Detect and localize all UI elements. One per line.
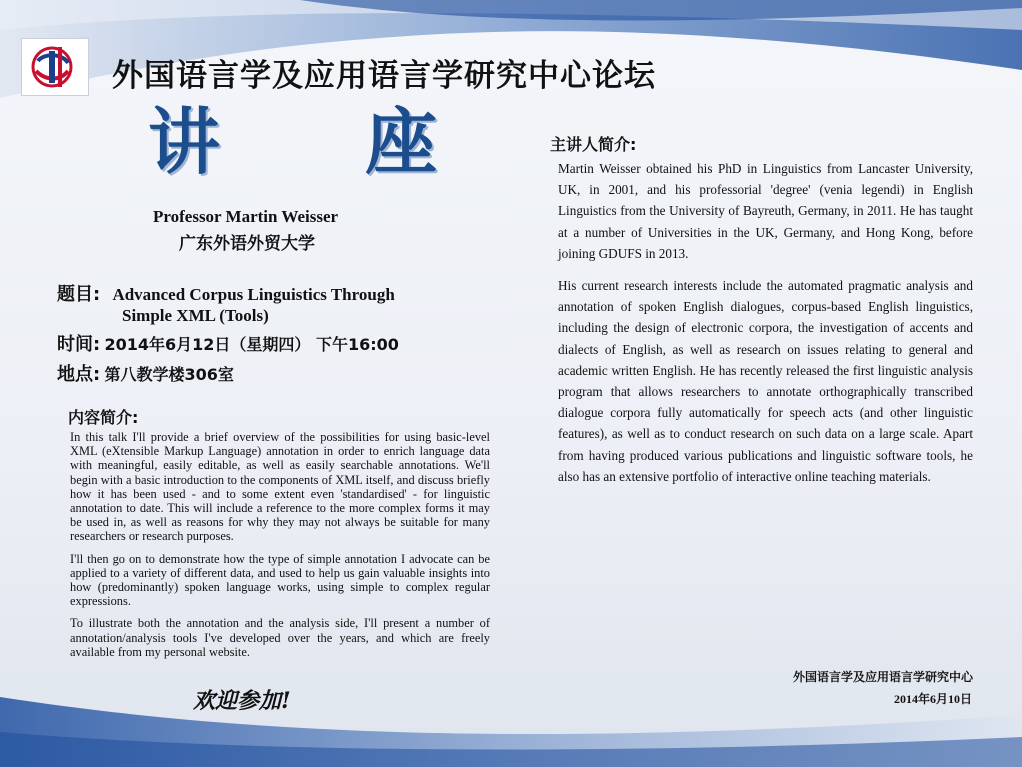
topic-label: 题目: — [57, 284, 101, 305]
time-line — [57, 330, 399, 356]
topic-line — [57, 280, 395, 306]
organizer-name: 外国语言学及应用语言学研究中心 — [792, 670, 973, 684]
abstract-paragraph: To illustrate both the annotation and the analysis side, I'll present a number of annotation/analysis tools I've developed over the years, and which are freely available from my personal website. — [70, 616, 490, 659]
topic-text-line2: Simple XML (Tools) — [122, 306, 269, 325]
topic-text-line1: Advanced Corpus Linguistics Through — [112, 285, 395, 304]
university-logo — [21, 38, 89, 96]
bio-body — [558, 158, 973, 498]
abstract-heading: 内容简介: — [68, 408, 139, 427]
bio-paragraph: Martin Weisser obtained his PhD in Linguistics from Lancaster University, UK, in 2001, and his professorial 'degree' (venia legendi) in English Linguistics from the University of Bayreuth, Germany, in 2011. He has taught at a number of Universities in the UK, Germany, and Hong Kong, before joining GDUFS in 2013. — [558, 161, 973, 261]
abstract-paragraph: In this talk I'll provide a brief overview of the possibilities for using basic-level XML (eXtensible Markup Language) annotation in order to enrich language data with meaningful, easily editable, as well as easily searchable annotations. We'll begin with a basic introduction to the components of XML itself, and discuss briefly how it has been used - and to some extent even 'standardised' - for linguistic annotation to date. This will include a reference to the more complex forms it may be used in, as well as reasons for why they may not always be suitable for many researchers or research purposes. — [70, 430, 490, 544]
abstract-paragraph: I'll then go on to demonstrate how the type of simple annotation I advocate can be applied to a variety of different data, and used to help us gain valuable insights into how (predominantly) spoken language works, using simple to complex regular expressions. — [70, 551, 490, 609]
bio-paragraph: His current research interests include the automated pragmatic analysis and annotation of spoken English dialogues, corpus-based English linguistics, including the design of electronic corpora, the investigation of accents and dialects of English, as well as research on issues relating to general and academic written English. He has recently released the first linguistic analysis program that allows researchers to annotate orthographically transcribed dialogue corpora fully automatically for speech acts (and other linguistic features), as well as to conduct research on such data on a large scale. Apart from having produced various publications and linguistic software tools, he also has an extensive portfolio of interactive online teaching materials. — [558, 278, 973, 484]
time-value: 2014年6月12日（星期四） 下午16:00 — [104, 335, 399, 354]
lecture-heading: 讲 座 — [148, 100, 498, 184]
bio-heading: 主讲人简介: — [550, 135, 637, 154]
welcome-text: 欢迎参加! — [193, 688, 291, 714]
place-line — [57, 360, 234, 386]
speaker-university: 广东外语外贸大学 — [179, 234, 315, 254]
abstract-body — [70, 430, 490, 667]
speaker-name: Professor Martin Weisser — [153, 207, 339, 226]
notice-date: 2014年6月10日 — [893, 692, 972, 706]
place-label: 地点: — [57, 364, 101, 385]
forum-title: 外国语言学及应用语言学研究中心论坛 — [112, 58, 656, 94]
logo-emblem-icon — [22, 39, 88, 95]
place-value: 第八教学楼306室 — [104, 365, 234, 384]
time-label: 时间: — [57, 334, 101, 355]
